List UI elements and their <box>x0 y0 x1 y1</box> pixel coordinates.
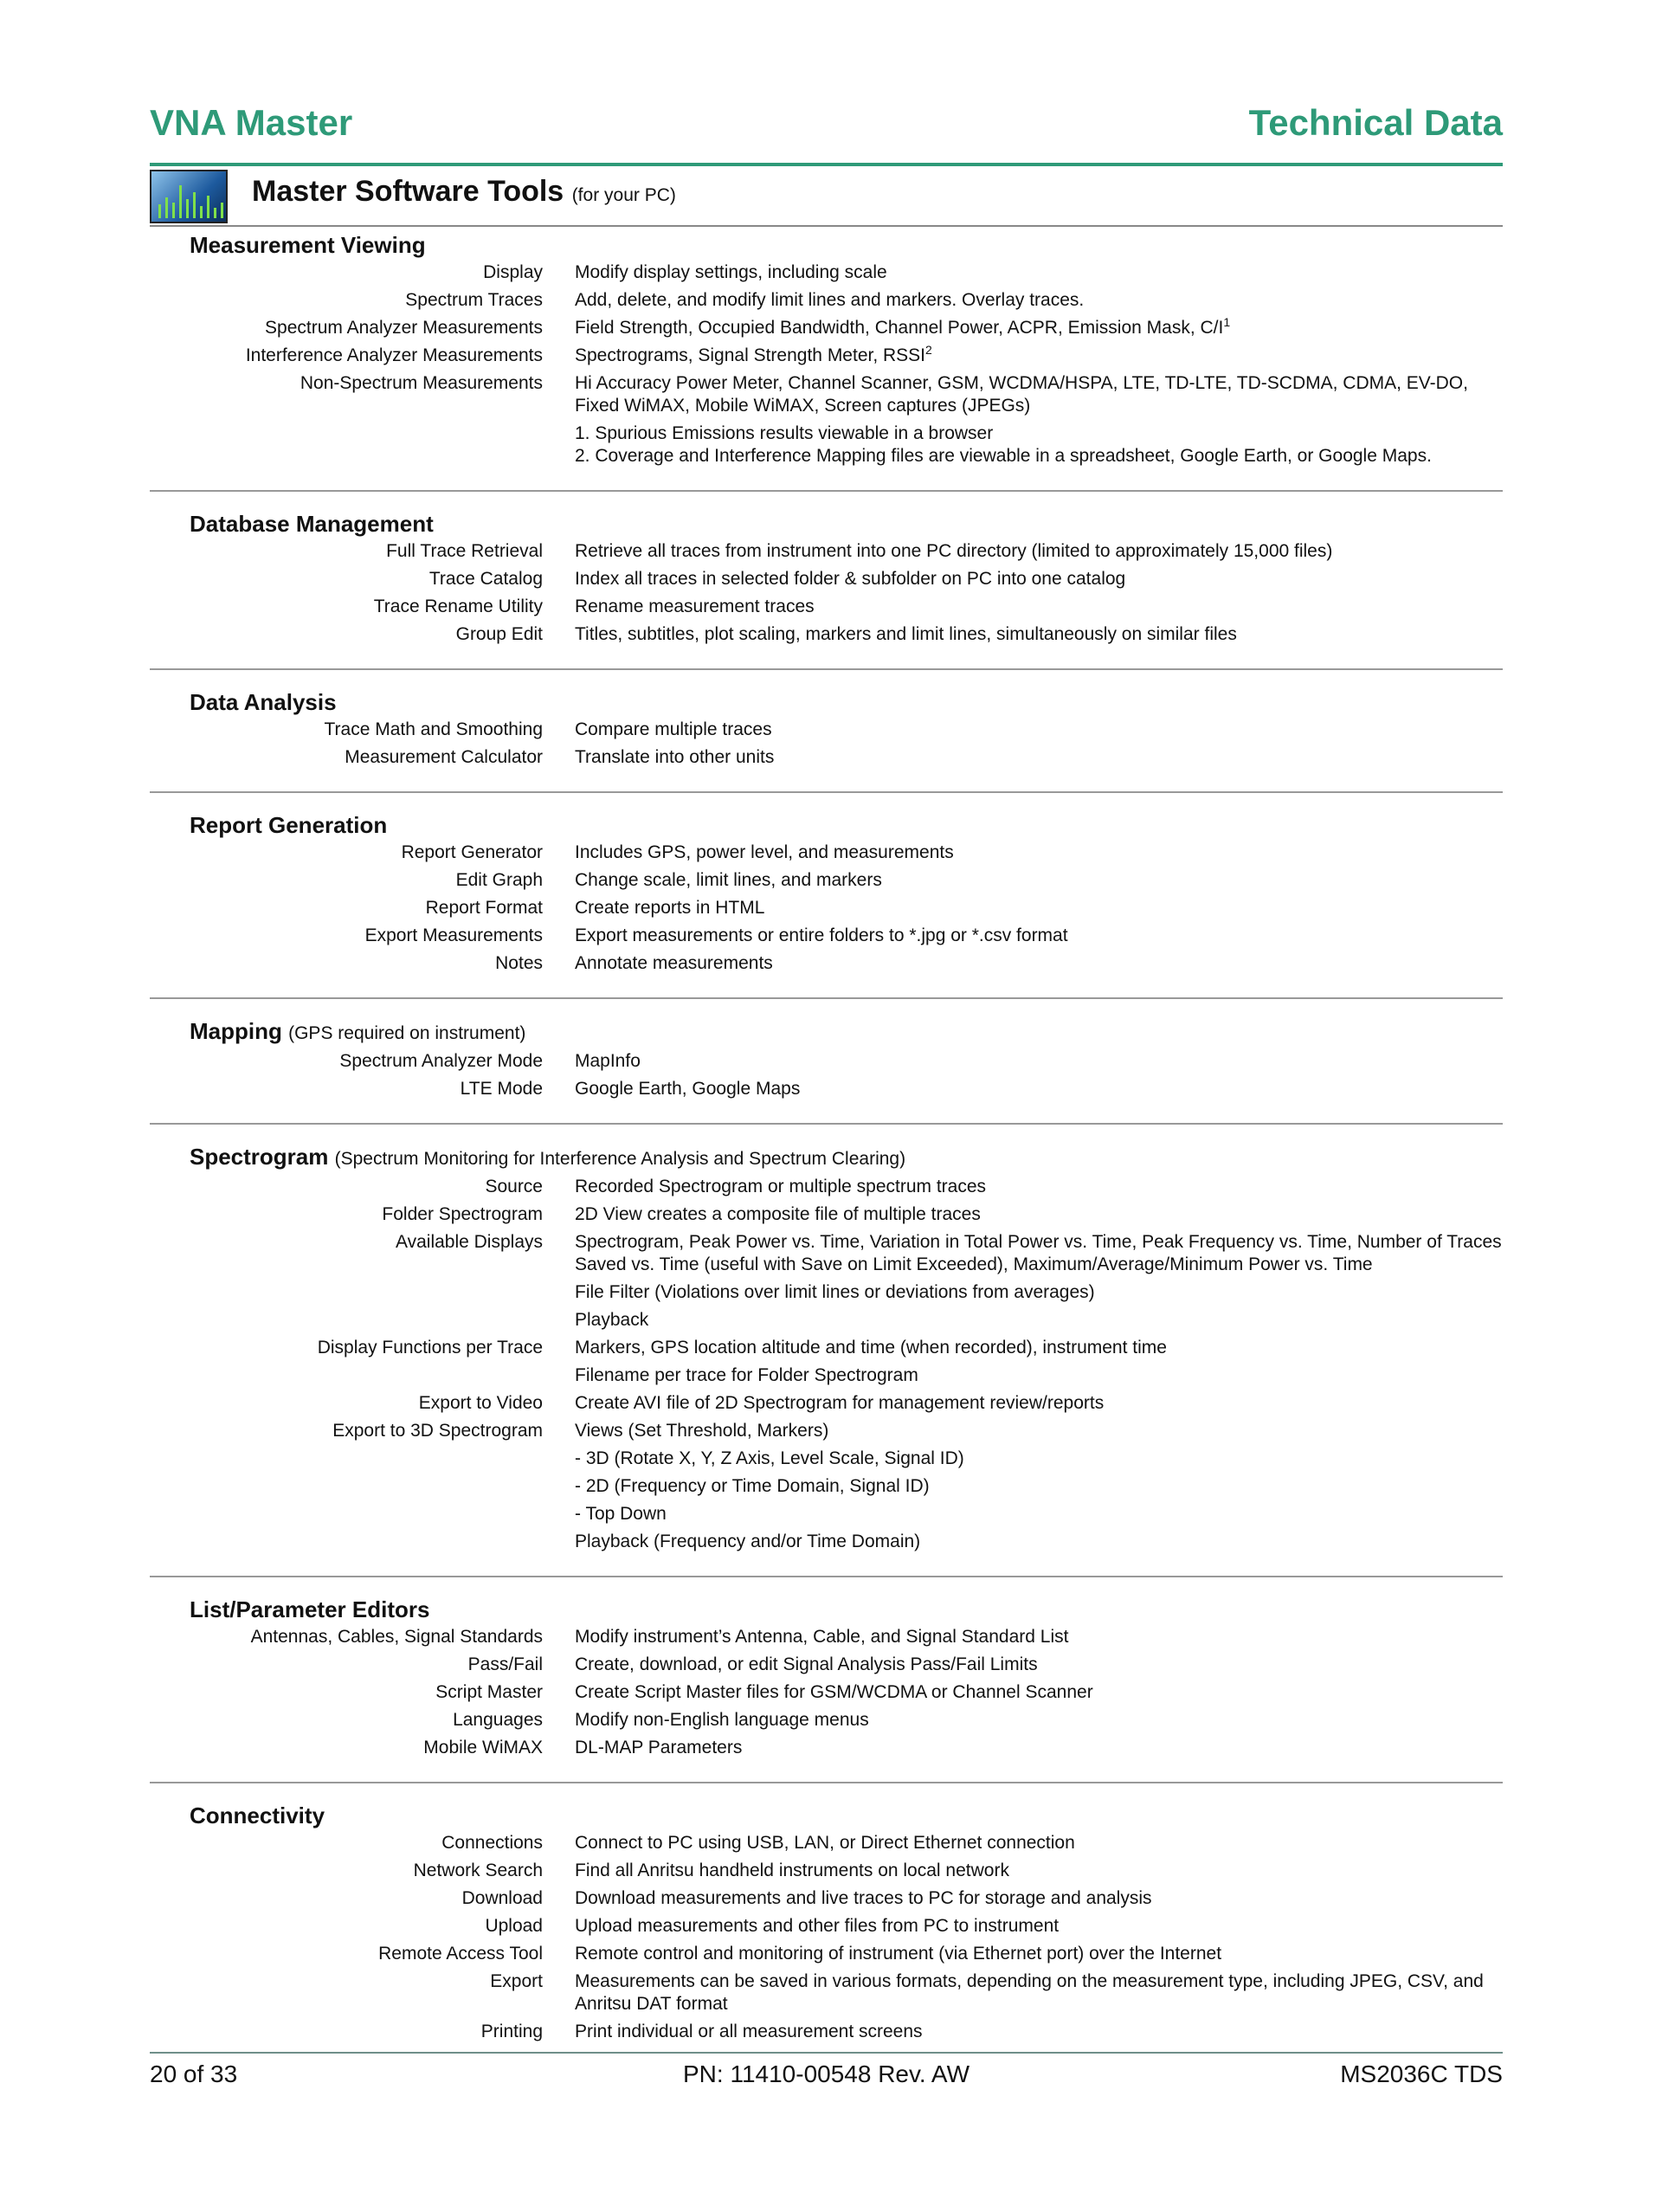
spec-description-text: Playback <box>575 1310 649 1330</box>
spec-label: Network Search <box>413 1861 543 1880</box>
spec-row <box>150 1448 1503 1470</box>
title-sub: (for your PC) <box>571 185 676 205</box>
section-heading-text: Database Management <box>190 511 434 537</box>
spec-row <box>150 869 1503 892</box>
spec-description-text: Spectrogram, Peak Power vs. Time, Variation in Total Power vs. Time, Peak Frequency vs. Time, Number of Traces Saved vs. Time (useful with Save on Limit Exceeded), Maximum/Average/Minimum Power vs. Time <box>575 1232 1502 1274</box>
spec-label: Languages <box>453 1710 543 1730</box>
spec-label: Report Format <box>425 898 543 918</box>
spec-description-text: Translate into other units <box>575 747 775 767</box>
spec-description <box>575 345 1503 367</box>
spec-description <box>575 2021 1503 2043</box>
spec-description-text: Create reports in HTML <box>575 898 765 918</box>
spec-description-text: Field Strength, Occupied Bandwidth, Channel Power, ACPR, Emission Mask, C/I <box>575 318 1224 338</box>
spec-section <box>150 810 1503 999</box>
spec-description-text: Playback (Frequency and/or Time Domain) <box>575 1532 921 1551</box>
spec-label: Measurement Calculator <box>345 747 543 767</box>
spec-row <box>150 2021 1503 2043</box>
spec-description-text: MapInfo <box>575 1051 641 1071</box>
spec-row <box>150 925 1503 947</box>
spec-description <box>575 289 1503 312</box>
spec-description <box>575 1309 1503 1332</box>
spec-row <box>150 1915 1503 1938</box>
spec-description <box>575 1281 1503 1304</box>
spec-label: Spectrum Analyzer Measurements <box>265 318 543 338</box>
spectrum-logo-icon <box>150 170 228 223</box>
spec-description <box>575 897 1503 919</box>
spec-description-text: Remote control and monitoring of instrument (via Ethernet port) over the Internet <box>575 1944 1222 1964</box>
spec-description <box>575 623 1503 646</box>
title-main: Master Software Tools <box>252 175 564 208</box>
spec-row <box>150 1231 1503 1276</box>
spec-description-text: - Top Down <box>575 1504 667 1524</box>
spec-label: Spectrum Traces <box>405 290 543 310</box>
spec-label: Download <box>461 1888 543 1908</box>
spec-description <box>575 261 1503 284</box>
spec-label: Trace Catalog <box>428 569 543 589</box>
spec-description-text: Create, download, or edit Signal Analysis Pass/Fail Limits <box>575 1654 1038 1674</box>
spec-description <box>575 1915 1503 1938</box>
spec-label: Display Functions per Trace <box>317 1338 543 1358</box>
spec-description-text: Create AVI file of 2D Spectrogram for management review/reports <box>575 1393 1105 1413</box>
product-name: VNA Master <box>150 102 353 143</box>
document-type: Technical Data <box>1248 102 1503 143</box>
spec-description <box>575 1832 1503 1854</box>
section-heading <box>190 810 1503 840</box>
spec-description <box>575 1531 1503 1553</box>
spec-description <box>575 1681 1503 1704</box>
spec-description <box>575 1887 1503 1910</box>
spec-description <box>575 869 1503 892</box>
spec-description <box>575 372 1503 417</box>
spec-label: Export to 3D Spectrogram <box>332 1421 543 1441</box>
spec-row <box>150 1681 1503 1704</box>
spec-description-text: Titles, subtitles, plot scaling, markers and limit lines, simultaneously on similar files <box>575 624 1237 644</box>
spec-description-text: Download measurements and live traces to PC for storage and analysis <box>575 1888 1152 1908</box>
spec-row <box>150 345 1503 367</box>
spec-description-text: Print individual or all measurement screens <box>575 2022 923 2041</box>
spec-description <box>575 1392 1503 1415</box>
spec-section <box>150 1801 1503 2066</box>
spec-row <box>150 623 1503 646</box>
spec-description <box>575 422 1503 468</box>
spec-label <box>150 1448 543 1470</box>
document-id: MS2036C TDS <box>1340 2060 1503 2087</box>
spec-row <box>150 1832 1503 1854</box>
spec-description-text: Find all Anritsu handheld instruments on local network <box>575 1861 1009 1880</box>
spec-description <box>575 596 1503 618</box>
spec-label <box>150 422 543 468</box>
spec-row <box>150 1420 1503 1442</box>
spec-description-text: Includes GPS, power level, and measurements <box>575 842 954 862</box>
spec-description <box>575 1337 1503 1359</box>
spec-row <box>150 1860 1503 1882</box>
spec-label <box>150 1475 543 1498</box>
spec-row <box>150 842 1503 864</box>
spec-description <box>575 1709 1503 1732</box>
spec-label: Group Edit <box>455 624 543 644</box>
spec-label: Source <box>485 1177 543 1196</box>
spec-label: Interference Analyzer Measurements <box>245 345 543 365</box>
section-heading <box>190 687 1503 717</box>
spec-description-text: Upload measurements and other files from PC to instrument <box>575 1916 1060 1936</box>
spec-label: Remote Access Tool <box>378 1944 543 1964</box>
spec-description <box>575 719 1503 741</box>
footnote-marker: 2 <box>925 343 932 357</box>
spec-label: Pass/Fail <box>467 1654 543 1674</box>
spec-row <box>150 1887 1503 1910</box>
spec-row <box>150 1203 1503 1226</box>
spec-description-text: Views (Set Threshold, Markers) <box>575 1421 829 1441</box>
spec-row <box>150 540 1503 563</box>
page-title <box>252 175 676 209</box>
part-number: PN: 11410-00548 Rev. AW <box>683 2060 970 2087</box>
spec-description <box>575 1448 1503 1470</box>
spec-description-text: - 2D (Frequency or Time Domain, Signal ID) <box>575 1476 930 1496</box>
spec-row <box>150 1737 1503 1759</box>
spec-label: Mobile WiMAX <box>423 1738 543 1757</box>
spec-description <box>575 568 1503 590</box>
section-heading-text: Data Analysis <box>190 689 337 715</box>
section-heading-text: Connectivity <box>190 1802 325 1828</box>
spec-description <box>575 1078 1503 1100</box>
spec-description-text: Rename measurement traces <box>575 597 815 616</box>
spec-description-text: Markers, GPS location altitude and time (when recorded), instrument time <box>575 1338 1167 1358</box>
spec-description-text: Spectrograms, Signal Strength Meter, RSSI <box>575 345 926 365</box>
spec-section <box>150 687 1503 793</box>
spec-label: Export <box>490 1971 543 1991</box>
spec-section <box>150 1142 1503 1577</box>
spec-row <box>150 568 1503 590</box>
spec-description <box>575 1654 1503 1676</box>
page-number: 20 of 33 <box>150 2060 238 2087</box>
spec-row <box>150 897 1503 919</box>
spec-description-text: Index all traces in selected folder & subfolder on PC into one catalog <box>575 569 1126 589</box>
spec-description <box>575 952 1503 975</box>
section-note: (Spectrum Monitoring for Interference Analysis and Spectrum Clearing) <box>334 1149 906 1169</box>
page-footer <box>150 2052 1503 2088</box>
spec-description <box>575 1231 1503 1276</box>
spec-label <box>150 1503 543 1525</box>
spec-description <box>575 925 1503 947</box>
spec-description <box>575 1860 1503 1882</box>
spec-section <box>150 1595 1503 1783</box>
spec-label <box>150 1281 543 1304</box>
spec-description <box>575 1737 1503 1759</box>
spec-row <box>150 1176 1503 1198</box>
spec-description <box>575 1420 1503 1442</box>
spec-row <box>150 1654 1503 1676</box>
spec-description-text: Google Earth, Google Maps <box>575 1079 801 1099</box>
spec-label: Printing <box>480 2022 543 2041</box>
spec-description-text: Modify display settings, including scale <box>575 262 887 282</box>
spec-label: Spectrum Analyzer Mode <box>339 1051 543 1071</box>
section-heading-text: Report Generation <box>190 812 388 838</box>
spec-description-text: File Filter (Violations over limit lines or deviations from averages) <box>575 1282 1095 1302</box>
spec-description-text: Compare multiple traces <box>575 719 772 739</box>
spec-label: Non-Spectrum Measurements <box>300 373 543 393</box>
spec-row <box>150 372 1503 417</box>
spec-row <box>150 289 1503 312</box>
spec-description-text: Recorded Spectrogram or multiple spectrum traces <box>575 1177 987 1196</box>
spec-description <box>575 1050 1503 1073</box>
section-title-bar <box>150 168 1503 227</box>
spec-label: Export Measurements <box>364 925 543 945</box>
spec-description-text: Retrieve all traces from instrument into one PC directory (limited to approximately 15,000 files) <box>575 541 1333 561</box>
spec-description-text: Annotate measurements <box>575 953 773 973</box>
section-heading <box>190 509 1503 538</box>
spec-label: Full Trace Retrieval <box>386 541 543 561</box>
spec-label: LTE Mode <box>460 1079 543 1099</box>
spec-description-text: Connect to PC using USB, LAN, or Direct Ethernet connection <box>575 1833 1075 1853</box>
spec-row <box>150 1475 1503 1498</box>
spec-description-text: Hi Accuracy Power Meter, Channel Scanner, GSM, WCDMA/HSPA, LTE, TD-LTE, TD-SCDMA, CDMA, EV-DO, Fixed WiMAX, Mobile WiMAX, Screen captures (JPEGs) <box>575 373 1468 416</box>
spec-label: Edit Graph <box>455 870 543 890</box>
spec-row <box>150 1970 1503 2015</box>
spec-row <box>150 1281 1503 1304</box>
spec-section <box>150 230 1503 492</box>
spec-description-text: DL-MAP Parameters <box>575 1738 743 1757</box>
spec-description-text: Modify non-English language menus <box>575 1710 869 1730</box>
section-heading-text: Spectrogram <box>190 1144 329 1170</box>
spec-description-text: 1. Spurious Emissions results viewable in a browser 2. Coverage and Interference Mapping files are viewable in a spreadsheet, Google Earth, or Google Maps. <box>575 423 1432 466</box>
spec-description-text: Modify instrument’s Antenna, Cable, and Signal Standard List <box>575 1627 1069 1647</box>
spec-row <box>150 952 1503 975</box>
spec-description <box>575 317 1503 339</box>
spec-description <box>575 1203 1503 1226</box>
spec-row <box>150 746 1503 769</box>
spec-description <box>575 1364 1503 1387</box>
spec-description <box>575 540 1503 563</box>
spec-row <box>150 261 1503 284</box>
spec-description <box>575 1503 1503 1525</box>
spec-description <box>575 842 1503 864</box>
spec-label: Upload <box>485 1916 543 1936</box>
spec-description-text: Export measurements or entire folders to *.jpg or *.csv format <box>575 925 1068 945</box>
section-heading-text: Mapping <box>190 1018 282 1044</box>
spec-row <box>150 1392 1503 1415</box>
spec-row <box>150 1626 1503 1648</box>
spec-row <box>150 719 1503 741</box>
spec-description-text: Measurements can be saved in various formats, depending on the measurement type, including JPEG, CSV, and Anritsu DAT format <box>575 1971 1484 2014</box>
spec-description-text: Add, delete, and modify limit lines and markers. Overlay traces. <box>575 290 1085 310</box>
spec-label <box>150 1364 543 1387</box>
section-heading <box>190 1801 1503 1830</box>
spec-label: Script Master <box>435 1682 543 1702</box>
section-heading-text: List/Parameter Editors <box>190 1596 430 1622</box>
spec-description-text: - 3D (Rotate X, Y, Z Axis, Level Scale, Signal ID) <box>575 1448 964 1468</box>
spec-description <box>575 1943 1503 1965</box>
spec-label: Notes <box>495 953 543 973</box>
section-heading <box>190 1016 1503 1048</box>
spec-row <box>150 1364 1503 1387</box>
spec-row <box>150 317 1503 339</box>
page-header <box>150 102 1503 166</box>
spec-description-text: Filename per trace for Folder Spectrogram <box>575 1365 918 1385</box>
footnote-marker: 1 <box>1223 315 1231 329</box>
spec-section <box>150 1016 1503 1125</box>
spec-description-text: Change scale, limit lines, and markers <box>575 870 882 890</box>
spec-label: Available Displays <box>395 1232 543 1252</box>
section-note: (GPS required on instrument) <box>288 1023 526 1043</box>
section-heading <box>190 230 1503 260</box>
spec-row <box>150 1709 1503 1732</box>
spec-content <box>150 230 1503 2083</box>
spec-label: Display <box>483 262 543 282</box>
spec-description <box>575 1176 1503 1198</box>
spec-row <box>150 1078 1503 1100</box>
spec-label: Trace Rename Utility <box>373 597 543 616</box>
section-heading <box>190 1142 1503 1174</box>
spec-section <box>150 509 1503 670</box>
spec-description-text: Create Script Master files for GSM/WCDMA or Channel Scanner <box>575 1682 1093 1702</box>
spec-label: Report Generator <box>401 842 543 862</box>
spec-label: Connections <box>441 1833 543 1853</box>
spec-row <box>150 1943 1503 1965</box>
spec-row <box>150 1531 1503 1553</box>
spec-row <box>150 1503 1503 1525</box>
spec-label: Trace Math and Smoothing <box>324 719 543 739</box>
spec-row <box>150 422 1503 468</box>
spec-description <box>575 1970 1503 2015</box>
spec-row <box>150 1337 1503 1359</box>
section-heading-text: Measurement Viewing <box>190 232 426 258</box>
spec-description-text: 2D View creates a composite file of multiple traces <box>575 1204 981 1224</box>
spec-row <box>150 596 1503 618</box>
spec-row <box>150 1050 1503 1073</box>
spec-label: Folder Spectrogram <box>382 1204 543 1224</box>
spec-row <box>150 1309 1503 1332</box>
spec-label: Antennas, Cables, Signal Standards <box>250 1627 543 1647</box>
spec-label <box>150 1531 543 1553</box>
spec-description <box>575 1475 1503 1498</box>
spec-description <box>575 746 1503 769</box>
spec-label: Export to Video <box>418 1393 543 1413</box>
section-heading <box>190 1595 1503 1624</box>
spec-description <box>575 1626 1503 1648</box>
spec-label <box>150 1309 543 1332</box>
